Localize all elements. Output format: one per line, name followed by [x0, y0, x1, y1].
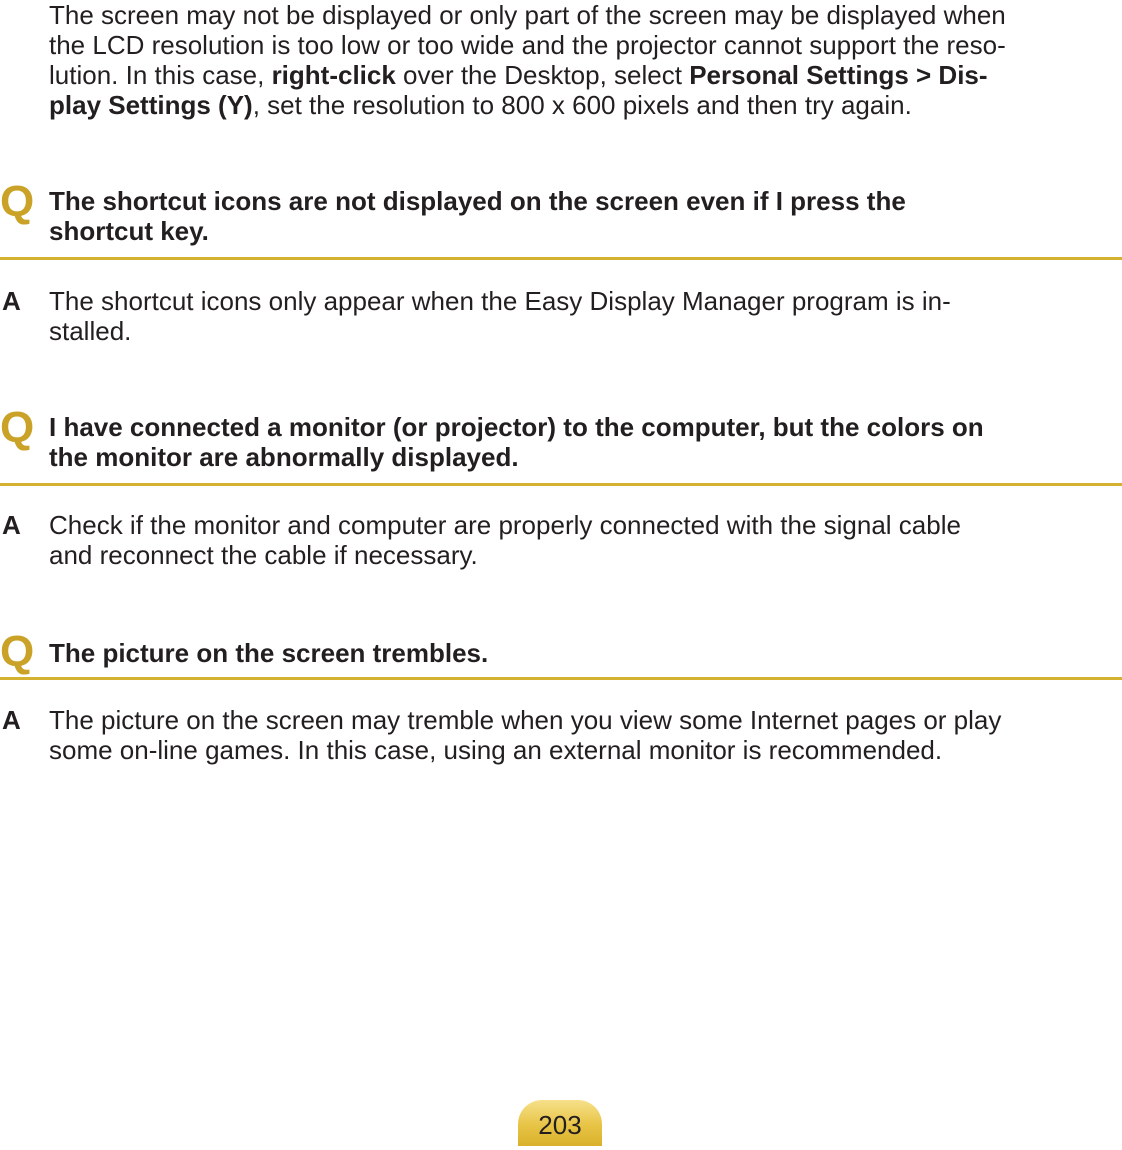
intro-line-2: the LCD resolution is too low or too wide and the projector cannot support the reso- — [49, 30, 1006, 60]
answer-1-line-2: stalled. — [49, 316, 132, 346]
question-1-q-icon: Q — [0, 177, 35, 226]
intro-paragraph — [49, 0, 1122, 120]
intro-line-3-mid: over the Desktop, select — [395, 60, 690, 90]
question-2-line-1: I have connected a monitor (or projector) to the computer, but the colors on — [49, 412, 984, 442]
question-2-line-2: the monitor are abnormally displayed. — [49, 442, 519, 472]
question-3-heading — [49, 638, 1122, 668]
display-settings-term: play Settings (Y) — [49, 90, 253, 120]
answer-3-a-label: A — [2, 705, 21, 735]
intro-line-1: The screen may not be displayed or only part of the screen may be displayed when — [49, 0, 1006, 30]
question-2-q-icon: Q — [0, 403, 35, 452]
question-2-heading — [49, 412, 1122, 472]
question-2-divider — [0, 483, 1122, 486]
answer-2-line-2: and reconnect the cable if necessary. — [49, 540, 478, 570]
question-3-q-icon: Q — [0, 627, 35, 676]
answer-3-line-1: The picture on the screen may tremble when you view some Internet pages or play — [49, 705, 1002, 735]
page-number: 203 — [538, 1110, 582, 1140]
answer-2-line-1: Check if the monitor and computer are properly connected with the signal cable — [49, 510, 961, 540]
personal-settings-term: Personal Settings > Dis- — [689, 60, 988, 90]
intro-line-3-pre: lution. In this case, — [49, 60, 272, 90]
answer-2-a-label: A — [2, 510, 21, 540]
intro-line-4-post: , set the resolution to 800 x 600 pixels and then try again. — [252, 90, 912, 120]
question-3-divider — [0, 677, 1122, 680]
answer-3-text — [49, 705, 1122, 765]
page-number-badge — [518, 1100, 602, 1146]
question-1-line-2: shortcut key. — [49, 216, 209, 246]
question-3-line-1: The picture on the screen trembles. — [49, 638, 489, 668]
question-1-heading — [49, 186, 1122, 246]
right-click-term: right-click — [271, 60, 396, 90]
intro-line-4 — [49, 90, 1122, 120]
answer-2-text — [49, 510, 1122, 570]
intro-line-3 — [49, 60, 1122, 90]
question-1-divider — [0, 257, 1122, 260]
answer-1-line-1: The shortcut icons only appear when the Easy Display Manager program is in- — [49, 286, 951, 316]
answer-1-text — [49, 286, 1122, 346]
question-1-line-1: The shortcut icons are not displayed on the screen even if I press the — [49, 186, 906, 216]
answer-1-a-label: A — [2, 286, 21, 316]
answer-3-line-2: some on-line games. In this case, using an external monitor is recommended. — [49, 735, 943, 765]
